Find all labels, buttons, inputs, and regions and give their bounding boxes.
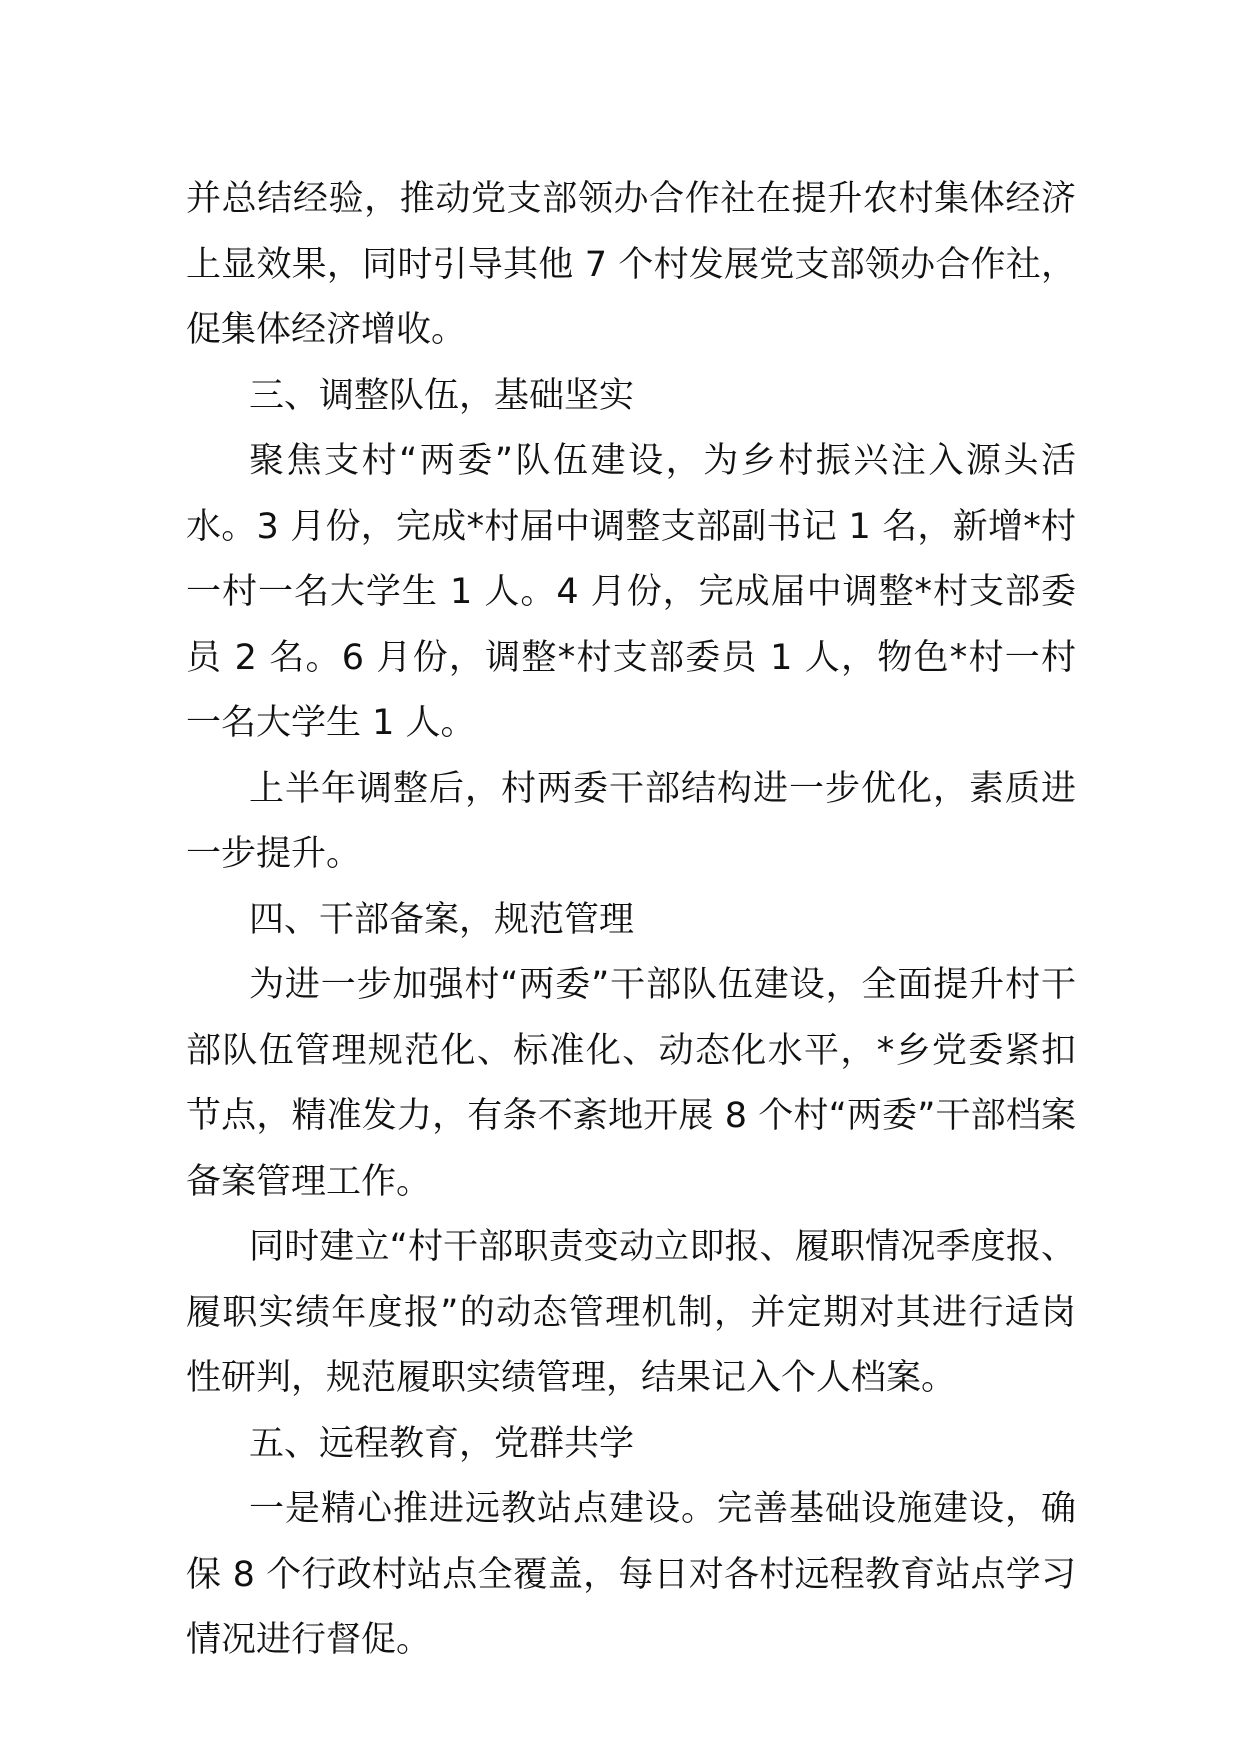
paragraph: 为进一步加强村“两委”干部队伍建设，全面提升村干部队伍管理规范化、标准化、动态化水平，*乡党委紧扣节点，精准发力，有条不紊地开展 8 个村“两委”干部档案备案管理工作。 bbox=[186, 965, 1076, 1202]
paragraph: 同时建立“村干部职责变动立即报、履职情况季度报、履职实绩年度报”的动态管理机制，并定期对其进行适岗性研判，规范履职实绩管理，结果记入个人档案。 bbox=[186, 1227, 1076, 1398]
document-body bbox=[186, 167, 1076, 1674]
paragraph: 聚焦支村“两委”队伍建设，为乡村振兴注入源头活水。3 月份，完成*村届中调整支部副书记 1 名，新增*村一村一名大学生 1 人。4 月份，完成届中调整*村支部委员 2 名。6 月份，调整*村支部委员 1 人，物色*村一村一名大学生 1 人。 bbox=[186, 441, 1076, 743]
paragraph: 上半年调整后，村两委干部结构进一步优化，素质进一步提升。 bbox=[186, 768, 1076, 874]
section-heading-5: 五、远程教育，党群共学 bbox=[249, 1423, 635, 1464]
section-heading-3: 三、调整队伍，基础坚实 bbox=[249, 375, 635, 416]
paragraph: 一是精心推进远教站点建设。完善基础设施建设，确保 8 个行政村站点全覆盖，每日对各村远程教育站点学习情况进行督促。 bbox=[186, 1489, 1076, 1660]
paragraph-continuation: 并总结经验，推动党支部领办合作社在提升农村集体经济上显效果，同时引导其他 7 个村发展党支部领办合作社，促集体经济增收。 bbox=[186, 179, 1076, 350]
section-heading-4: 四、干部备案，规范管理 bbox=[249, 899, 635, 940]
